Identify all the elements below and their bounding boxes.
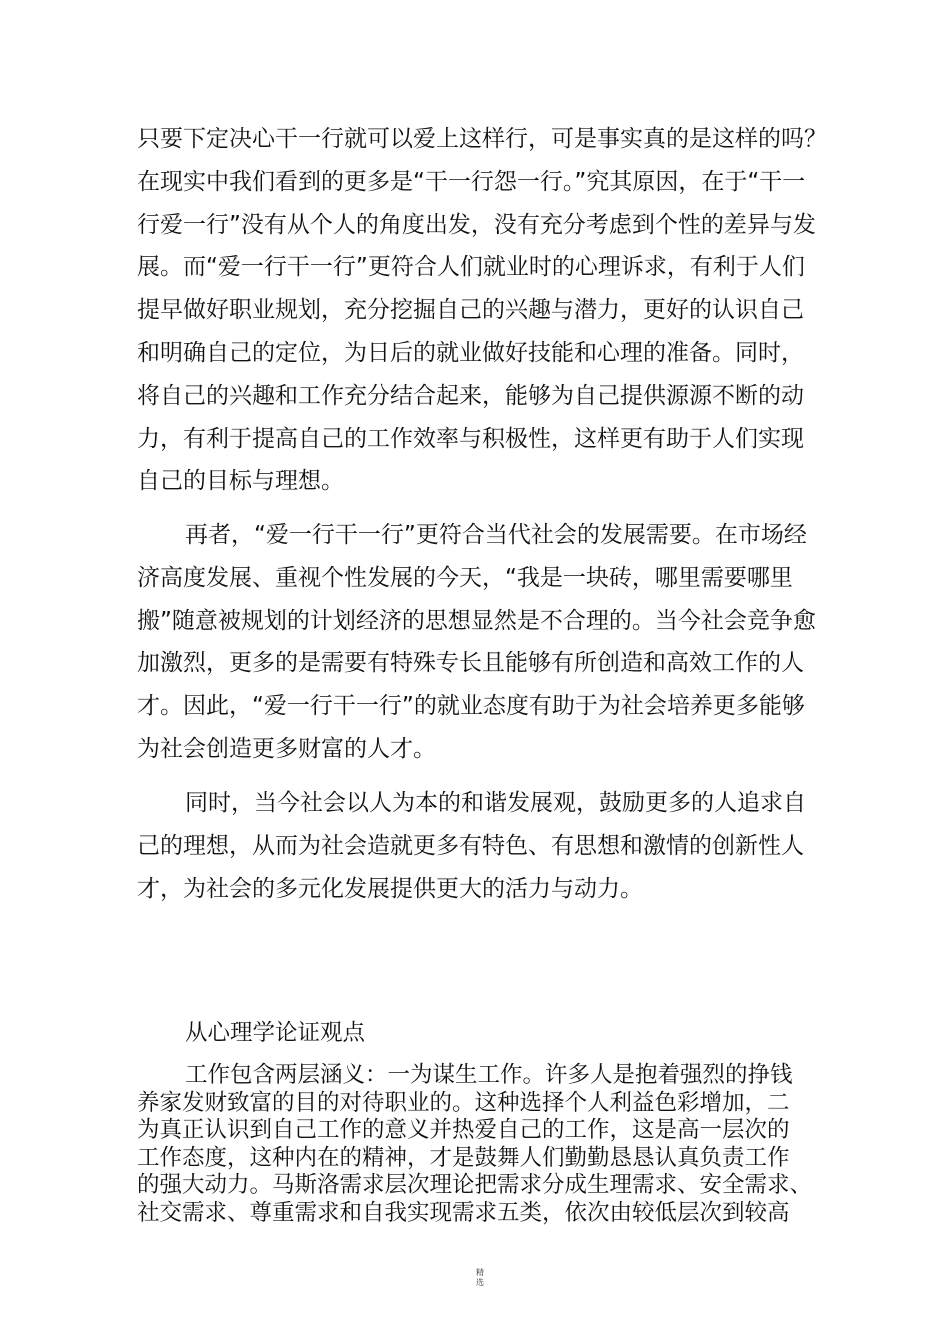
text-line: 力，有利于提高自己的工作效率与积极性，这样更有助于人们实现 [137,425,804,452]
text-line: 才，为社会的多元化发展提供更大的活力与动力。 [137,875,643,902]
text-line: 将自己的兴趣和工作充分结合起来，能够为自己提供源源不断的动 [137,382,804,409]
text-line: 只要下定决心干一行就可以爱上这样行，可是事实真的是这样的吗？ [137,126,827,152]
paragraph-2 [137,514,827,771]
page-footer [470,1268,490,1288]
paragraph-1 [137,118,827,503]
text-line: 和明确自己的定位，为日后的就业做好技能和心理的准备。同时， [137,339,804,366]
paragraph-3 [137,782,827,910]
text-line: 工作包含两层涵义：一为谋生工作。许多人是抱着强烈的挣钱 [185,1062,793,1088]
footer-text: 选 [476,1278,484,1287]
text-line: 再者，“爱一行干一行”更符合当代社会的发展需要。在市场经 [185,522,807,548]
text-line: 行爱一行”没有从个人的角度出发，没有充分考虑到个性的差异与发 [137,211,816,238]
text-line: 工作态度，这种内在的精神，才是鼓舞人们勤勤恳恳认真负责工作 [137,1144,790,1171]
text-line: 己的理想，从而为社会造就更多有特色、有思想和激情的创新性人 [137,832,804,859]
text-line: 才。因此，“爱一行干一行”的就业态度有助于为社会培养更多能够 [137,693,805,720]
text-line: 搬”随意被规划的计划经济的思想显然是不合理的。当今社会竞争愈 [137,607,816,634]
footer-text: 精 [476,1268,484,1277]
text-line: 同时，当今社会以人为本的和谐发展观，鼓励更多的人追求自 [185,790,806,816]
text-line: 的强大动力。马斯洛需求层次理论把需求分成生理需求、安全需求、 [137,1172,813,1198]
text-line: 为社会创造更多财富的人才。 [137,735,436,762]
text-line: 养家发财致富的目的对待职业的。这种选择个人利益色彩增加，二 [137,1089,790,1116]
text-line: 加激烈，更多的是需要有特殊专长且能够有所创造和高效工作的人 [137,650,804,677]
text-line: 提早做好职业规划，充分挖掘自己的兴趣与潜力，更好的认识自己 [137,297,804,324]
paragraph-4 [137,1062,827,1227]
text-line: 社交需求、尊重需求和自我实现需求五类，依次由较低层次到较高 [137,1199,790,1226]
text-line: 为真正认识到自己工作的意义并热爱自己的工作，这是高一层次的 [137,1117,790,1143]
section-heading: 从心理学论证观点 [185,1020,366,1046]
text-line: 济高度发展、重视个性发展的今天，“我是一块砖，哪里需要哪里 [137,564,793,591]
text-line: 在现实中我们看到的更多是“干一行怨一行。”究其原因，在于“干一 [137,168,806,195]
text-line: 自己的目标与理想。 [137,468,344,495]
text-line: 展。而“爱一行干一行”更符合人们就业时的心理诉求，有利于人们 [137,254,805,281]
